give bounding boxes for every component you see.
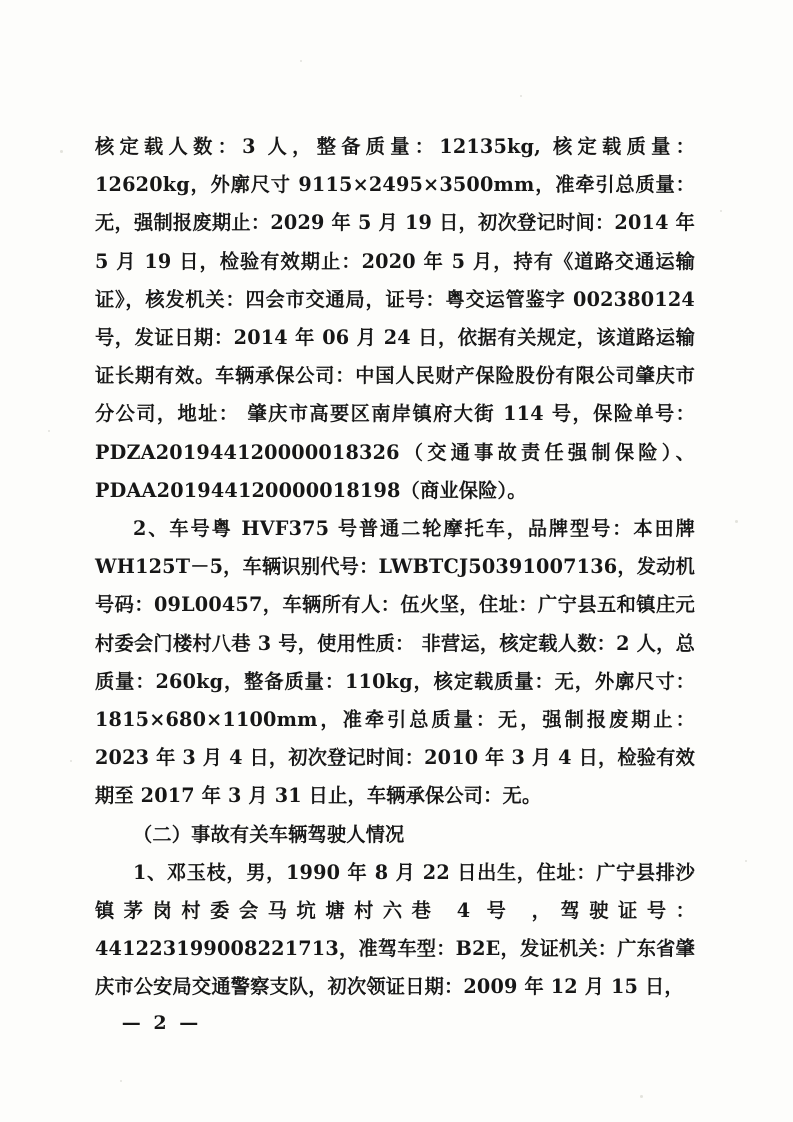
section-heading-drivers: （二）事故有关车辆驾驶人情况 bbox=[133, 822, 405, 846]
paragraph-vehicle-2-details: 2、车号粤 HVF375 号普通二轮摩托车，品牌型号：本田牌 WH125T－5，车辆识别代号：LWBTCJ50391007136，发动机号码：09L00457，车辆所有人：伍火坚，住址：广宁县五和镇庄元村委会门楼村八巷 3 号，使用性质： 非营运，核定载人数：2 人，总质量：260kg，整备质量：110kg，核定载质量：无，外廓尺寸：1815×680×1100mm，准牵引总质量：无，强制报废期止：2023 年 3 月 4 日，初次登记时间：2010 年 3 月 4 日，检验有效期至 2017 年 3 月 31 日止，车辆承保公司：无。 bbox=[95, 517, 695, 808]
paragraph-vehicle-1-details: 核定载人数：3 人，整备质量：12135kg, 核定载质量：12620kg，外廓尺寸 9115×2495×3500mm，准牵引总质量：无，强制报废期止：2029 年 5 月 19 日，初次登记时间：2014 年 5 月 19 日，检验有效期止：2020 年 5 月，持有《道路交通运输证》，核发机关：四会市交通局，证号：粤交运管鉴字 002380124 号，发证日期：2014 年 06 月 24 日，依据有关规定，该道路运输证长期有效。车辆承保公司：中国人民财产保险股份有限公司肇庆市分公司，地址： 肇庆市高要区南岸镇府大街 114 号，保险单号：PDZA201944120000018326（交通事故责任强制保险）、PDAA201944120000018198（商业保险）。 bbox=[95, 135, 695, 502]
document-body bbox=[95, 128, 695, 1007]
paragraph-driver-1-details: 1、邓玉枝，男，1990 年 8 月 22 日出生，住址：广宁县排沙镇茅岗村委会马坑塘村六巷 4 号 ，驾驶证号：441223199008221713，准驾车型：B2E，发证机关：广东省肇庆市公安局交通警察支队，初次领证日期：2009 年 12 月 15 日， bbox=[95, 860, 695, 999]
page-footer bbox=[0, 1012, 793, 1034]
page-number: — 2 — bbox=[121, 1012, 202, 1034]
